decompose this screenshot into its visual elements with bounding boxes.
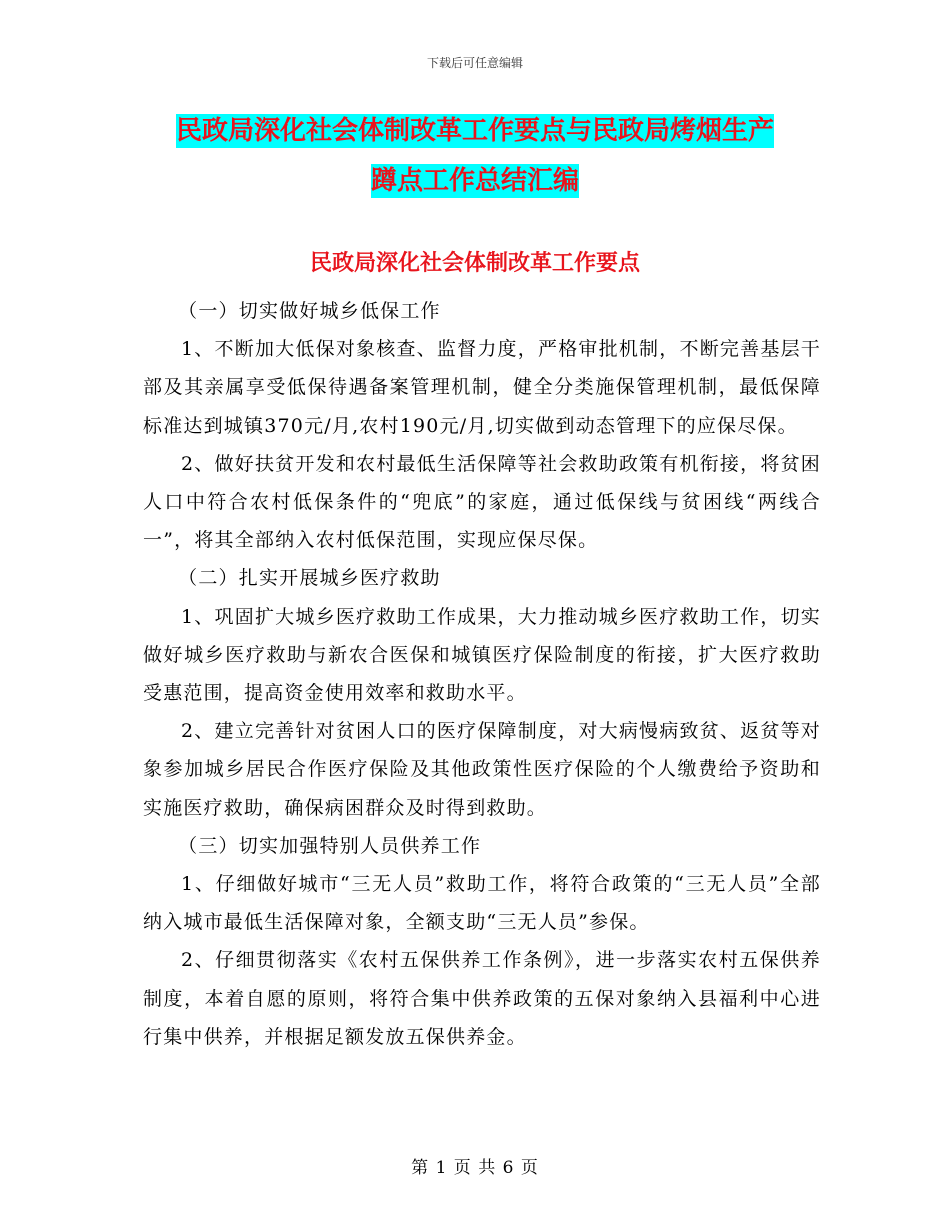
paragraph: 2、做好扶贫开发和农村最低生活保障等社会救助政策有机衔接，将贫困人口中符合农村低保条件的“兜底”的家庭，通过低保线与贫困线“两线合一”，将其全部纳入农村低保范围，实现应保尽保。 [143, 452, 821, 552]
page-number: 第 1 页 共 6 页 [411, 1158, 539, 1178]
subsection-heading: （二）扎实开展城乡医疗救助 [178, 567, 441, 590]
document-title-line-1: 民政局深化社会体制改革工作要点与民政局烤烟生产 [175, 116, 774, 146]
header-note: 下载后可任意编辑 [426, 56, 523, 70]
paragraph: 1、巩固扩大城乡医疗救助工作成果，大力推动城乡医疗救助工作，切实做好城乡医疗救助与新农合医保和城镇医疗保险制度的衔接，扩大医疗救助受惠范围，提高资金使用效率和救助水平。 [143, 605, 821, 705]
document-body [143, 292, 821, 1056]
paragraph: 1、不断加大低保对象核查、监督力度，严格审批机制，不断完善基层干部及其亲属享受低保待遇备案管理机制，健全分类施保管理机制，最低保障标准达到城镇370元/月,农村190元/月,切实做到动态管理下的应保尽保。 [143, 338, 821, 437]
document-title [0, 106, 950, 206]
paragraph: 2、仔细贯彻落实《农村五保供养工作条例》，进一步落实农村五保供养制度，本着自愿的原则，将符合集中供养政策的五保对象纳入县福利中心进行集中供养，并根据足额发放五保供养金。 [143, 949, 821, 1048]
paragraph: 2、建立完善针对贫困人口的医疗保障制度，对大病慢病致贫、返贫等对象参加城乡居民合作医疗保险及其他政策性医疗保险的个人缴费给予资助和实施医疗救助，确保病困群众及时得到救助。 [143, 720, 821, 819]
section-title: 民政局深化社会体制改革工作要点 [309, 251, 640, 276]
subsection-heading: （一）切实做好城乡低保工作 [178, 300, 441, 322]
paragraph: 1、仔细做好城市“三无人员”救助工作，将符合政策的“三无人员”全部纳入城市最低生活保障对象，全额支助“三无人员”参保。 [143, 873, 821, 934]
document-title-line-2: 蹲点工作总结汇编 [370, 166, 579, 196]
subsection-heading: （三）切实加强特别人员供养工作 [178, 834, 482, 857]
